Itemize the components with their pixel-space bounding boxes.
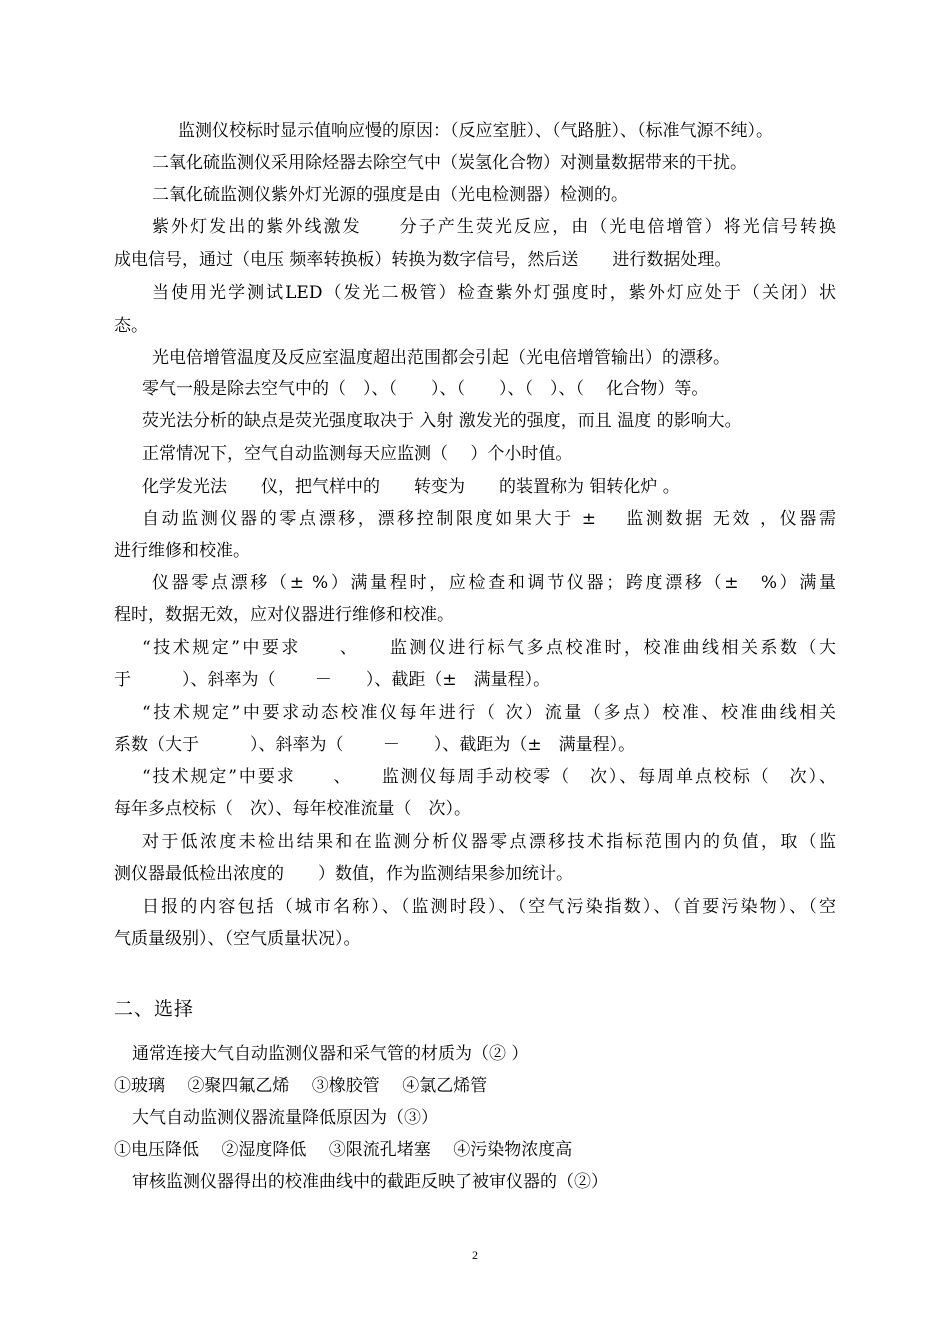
text-line: “技术规定”中要求 、 监测仪进行标气多点校准时，校准曲线相关系数（大 bbox=[142, 638, 836, 658]
question-line: 审核监测仪器得出的校准曲线中的截距反映了被审仪器的（②） bbox=[132, 1172, 608, 1192]
text-line: 零气一般是除去空气中的（ ）、（ ）、（ ）、（ ）、（ 化合物）等。 bbox=[142, 379, 709, 399]
section-heading: 二、选择 bbox=[114, 998, 195, 1020]
text-line: 自动监测仪器的零点漂移，漂移控制限度如果大于 ± 监测数据 无效 ，仪器需 bbox=[142, 509, 836, 529]
text-line: “技术规定”中要求动态校准仪每年进行（ 次）流量（多点）校准、校准曲线相关 bbox=[142, 703, 836, 723]
question-line: 通常连接大气自动监测仪器和采气管的材质为（② ） bbox=[132, 1044, 529, 1064]
options-line: ①电压降低 ②湿度降低 ③限流孔堵塞 ④污染物浓度高 bbox=[114, 1140, 573, 1160]
text-line: 紫外灯发出的紫外线激发 分子产生荧光反应，由（光电倍增管）将光信号转换 bbox=[152, 217, 836, 237]
text-line: 监测仪校标时显示值响应慢的原因：（反应室脏）、（气路脏）、（标准气源不纯）。 bbox=[178, 121, 773, 141]
text-line: 测仪器最低检出浓度的 ）数值，作为监测结果参加统计。 bbox=[114, 864, 573, 884]
text-line: 正常情况下，空气自动监测每天应监测（ ）个小时值。 bbox=[142, 444, 573, 464]
options-line: ①玻璃 ②聚四氟乙烯 ③橡胶管 ④氯乙烯管 bbox=[114, 1076, 488, 1096]
text-line: 二氧化硫监测仪采用除烃器去除空气中（炭氢化合物）对测量数据带来的干扰。 bbox=[152, 153, 747, 173]
text-line: 当使用光学测试LED（发光二极管）检查紫外灯强度时，紫外灯应处于（关闭）状 bbox=[152, 283, 836, 303]
text-line: 进行维修和校准。 bbox=[114, 541, 250, 561]
text-line: 于 ）、斜率为（ － ）、截距（± 满量程）。 bbox=[114, 670, 551, 690]
text-line: 日报的内容包括（城市名称）、（监测时段）、（空气污染指数）、（首要污染物）、（空 bbox=[142, 897, 836, 917]
text-line: 光电倍增管温度及反应室温度超出范围都会引起（光电倍增管输出）的漂移。 bbox=[152, 348, 730, 368]
text-line: 态。 bbox=[114, 316, 148, 336]
text-line: 二氧化硫监测仪紫外灯光源的强度是由（光电检测器）检测的。 bbox=[152, 185, 628, 205]
text-line: 成电信号，通过（电压 频率转换板）转换为数字信号，然后送 进行数据处理。 bbox=[114, 250, 732, 270]
text-line: 气质量级别）、（空气质量状况）。 bbox=[114, 929, 361, 949]
text-line: 仪器零点漂移（± %）满量程时，应检查和调节仪器；跨度漂移（± %）满量 bbox=[152, 573, 836, 593]
text-line: 对于低浓度未检出结果和在监测分析仪器零点漂移技术指标范围内的负值，取（监 bbox=[142, 832, 836, 852]
text-line: 荧光法分析的缺点是荧光强度取决于 入射 激发光的强度，而且 温度 的影响大。 bbox=[142, 411, 742, 431]
text-line: 系数（大于 ）、斜率为（ － ）、截距为（± 满量程）。 bbox=[114, 735, 636, 755]
text-line: “技术规定”中要求 、 监测仪每周手动校零（ 次）、每周单点校标（ 次）、 bbox=[142, 767, 836, 787]
text-line: 程时，数据无效，应对仪器进行维修和校准。 bbox=[114, 605, 454, 625]
text-line: 化学发光法 仪，把气样中的 转变为 的装置称为 钼转化炉 。 bbox=[142, 477, 680, 497]
text-line: 每年多点校标（ 次）、每年校准流量（ 次）。 bbox=[114, 799, 471, 819]
question-line: 大气自动监测仪器流量降低原因为（③） bbox=[132, 1108, 438, 1128]
page-number: 2 bbox=[472, 1248, 478, 1262]
